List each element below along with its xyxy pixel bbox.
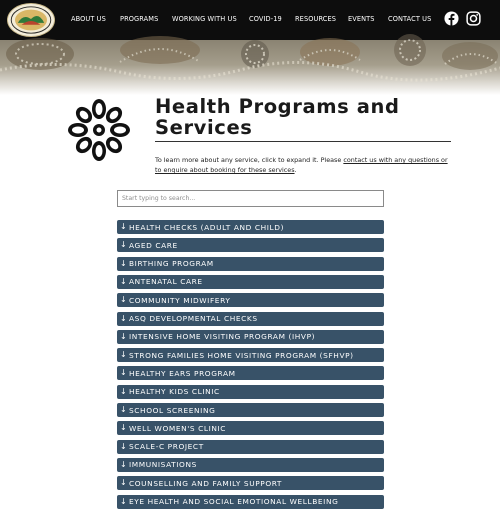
nav-contact-us[interactable]: CONTACT US xyxy=(388,15,432,23)
instagram-icon[interactable] xyxy=(466,11,481,26)
program-label: COUNSELLING AND FAMILY SUPPORT xyxy=(129,478,283,488)
flower-dot-motif-icon xyxy=(66,96,132,164)
arrow-down-icon: ↓ xyxy=(120,405,127,414)
program-label: SCALE-C PROJECT xyxy=(129,442,204,452)
program-label: HEALTHY EARS PROGRAM xyxy=(129,368,236,378)
program-label: AGED CARE xyxy=(129,240,178,250)
top-nav-bar xyxy=(0,0,500,40)
program-label: EYE HEALTH AND SOCIAL EMOTIONAL WELLBEING xyxy=(129,497,339,506)
hero-banner-artwork xyxy=(0,40,500,95)
program-label: IMMUNISATIONS xyxy=(129,460,197,470)
program-accordion-item[interactable] xyxy=(117,385,384,399)
page-title xyxy=(155,96,455,138)
page-title-line-2: Services xyxy=(155,116,253,139)
arrow-down-icon: ↓ xyxy=(120,350,127,360)
program-accordion-item[interactable] xyxy=(117,421,384,435)
program-accordion-item[interactable] xyxy=(117,330,384,344)
nav-programs[interactable]: PROGRAMS xyxy=(120,15,159,23)
intro-text-end: . xyxy=(294,166,297,174)
program-accordion-item[interactable] xyxy=(117,458,384,472)
program-accordion-item[interactable] xyxy=(117,476,384,490)
program-accordion-item[interactable] xyxy=(117,312,384,326)
contact-us-link[interactable]: contact us with any questions or to enquire about booking for these services xyxy=(155,156,448,174)
intro-paragraph xyxy=(155,155,455,175)
nav-resources[interactable]: RESOURCES xyxy=(295,15,337,23)
arrow-down-icon: ↓ xyxy=(120,258,127,268)
intro-text: To learn more about any service, click to expand it. Please xyxy=(155,156,344,164)
program-accordion-item[interactable] xyxy=(117,348,384,362)
program-label: COMMUNITY MIDWIFERY xyxy=(129,295,231,305)
program-label: ANTENATAL CARE xyxy=(129,277,203,287)
program-accordion-item[interactable] xyxy=(117,403,384,417)
arrow-down-icon: ↓ xyxy=(120,459,127,469)
program-label: SCHOOL SCREENING xyxy=(129,405,216,415)
program-label: BIRTHING PROGRAM xyxy=(129,259,214,269)
title-divider xyxy=(155,141,451,142)
program-label: ASQ DEVELOPMENTAL CHECKS xyxy=(129,314,258,323)
nav-events[interactable]: EVENTS xyxy=(348,15,375,23)
program-label: STRONG FAMILIES HOME VISITING PROGRAM (SFHVP) xyxy=(129,350,354,360)
page-title-line-1: Health Programs and xyxy=(155,95,400,118)
main-navigation xyxy=(0,0,500,40)
program-label: INTENSIVE HOME VISITING PROGRAM (IHVP) xyxy=(129,332,316,342)
arrow-down-icon: ↓ xyxy=(120,276,127,286)
arrow-down-icon: ↓ xyxy=(120,496,127,506)
arrow-down-icon: ↓ xyxy=(120,240,127,250)
program-accordion-item[interactable] xyxy=(117,495,384,509)
program-accordion-item[interactable] xyxy=(117,220,384,234)
nav-working-with-us[interactable]: WORKING WITH US xyxy=(172,15,237,23)
program-accordion-item[interactable] xyxy=(117,440,384,454)
dot-art-pattern-icon xyxy=(0,40,500,95)
arrow-down-icon: ↓ xyxy=(120,222,127,231)
arrow-down-icon: ↓ xyxy=(120,423,127,433)
arrow-down-icon: ↓ xyxy=(120,331,127,341)
program-search-input[interactable] xyxy=(117,190,384,207)
program-label: HEALTH CHECKS (ADULT AND CHILD) xyxy=(129,222,285,232)
arrow-down-icon: ↓ xyxy=(120,441,127,451)
program-accordion-item[interactable] xyxy=(117,257,384,271)
arrow-down-icon: ↓ xyxy=(120,295,127,305)
arrow-down-icon: ↓ xyxy=(120,313,127,323)
arrow-down-icon: ↓ xyxy=(120,478,127,488)
facebook-icon[interactable] xyxy=(444,11,459,26)
program-label: WELL WOMEN'S CLINIC xyxy=(129,423,227,433)
program-accordion-item[interactable] xyxy=(117,275,384,289)
program-label: HEALTHY KIDS CLINIC xyxy=(129,387,220,397)
arrow-down-icon: ↓ xyxy=(120,386,127,396)
nav-about-us[interactable]: ABOUT US xyxy=(71,15,106,23)
nav-covid-19[interactable]: COVID-19 xyxy=(249,15,282,23)
program-accordion-item[interactable] xyxy=(117,238,384,252)
program-accordion-item[interactable] xyxy=(117,293,384,307)
program-accordion-item[interactable] xyxy=(117,366,384,380)
arrow-down-icon: ↓ xyxy=(120,368,127,378)
